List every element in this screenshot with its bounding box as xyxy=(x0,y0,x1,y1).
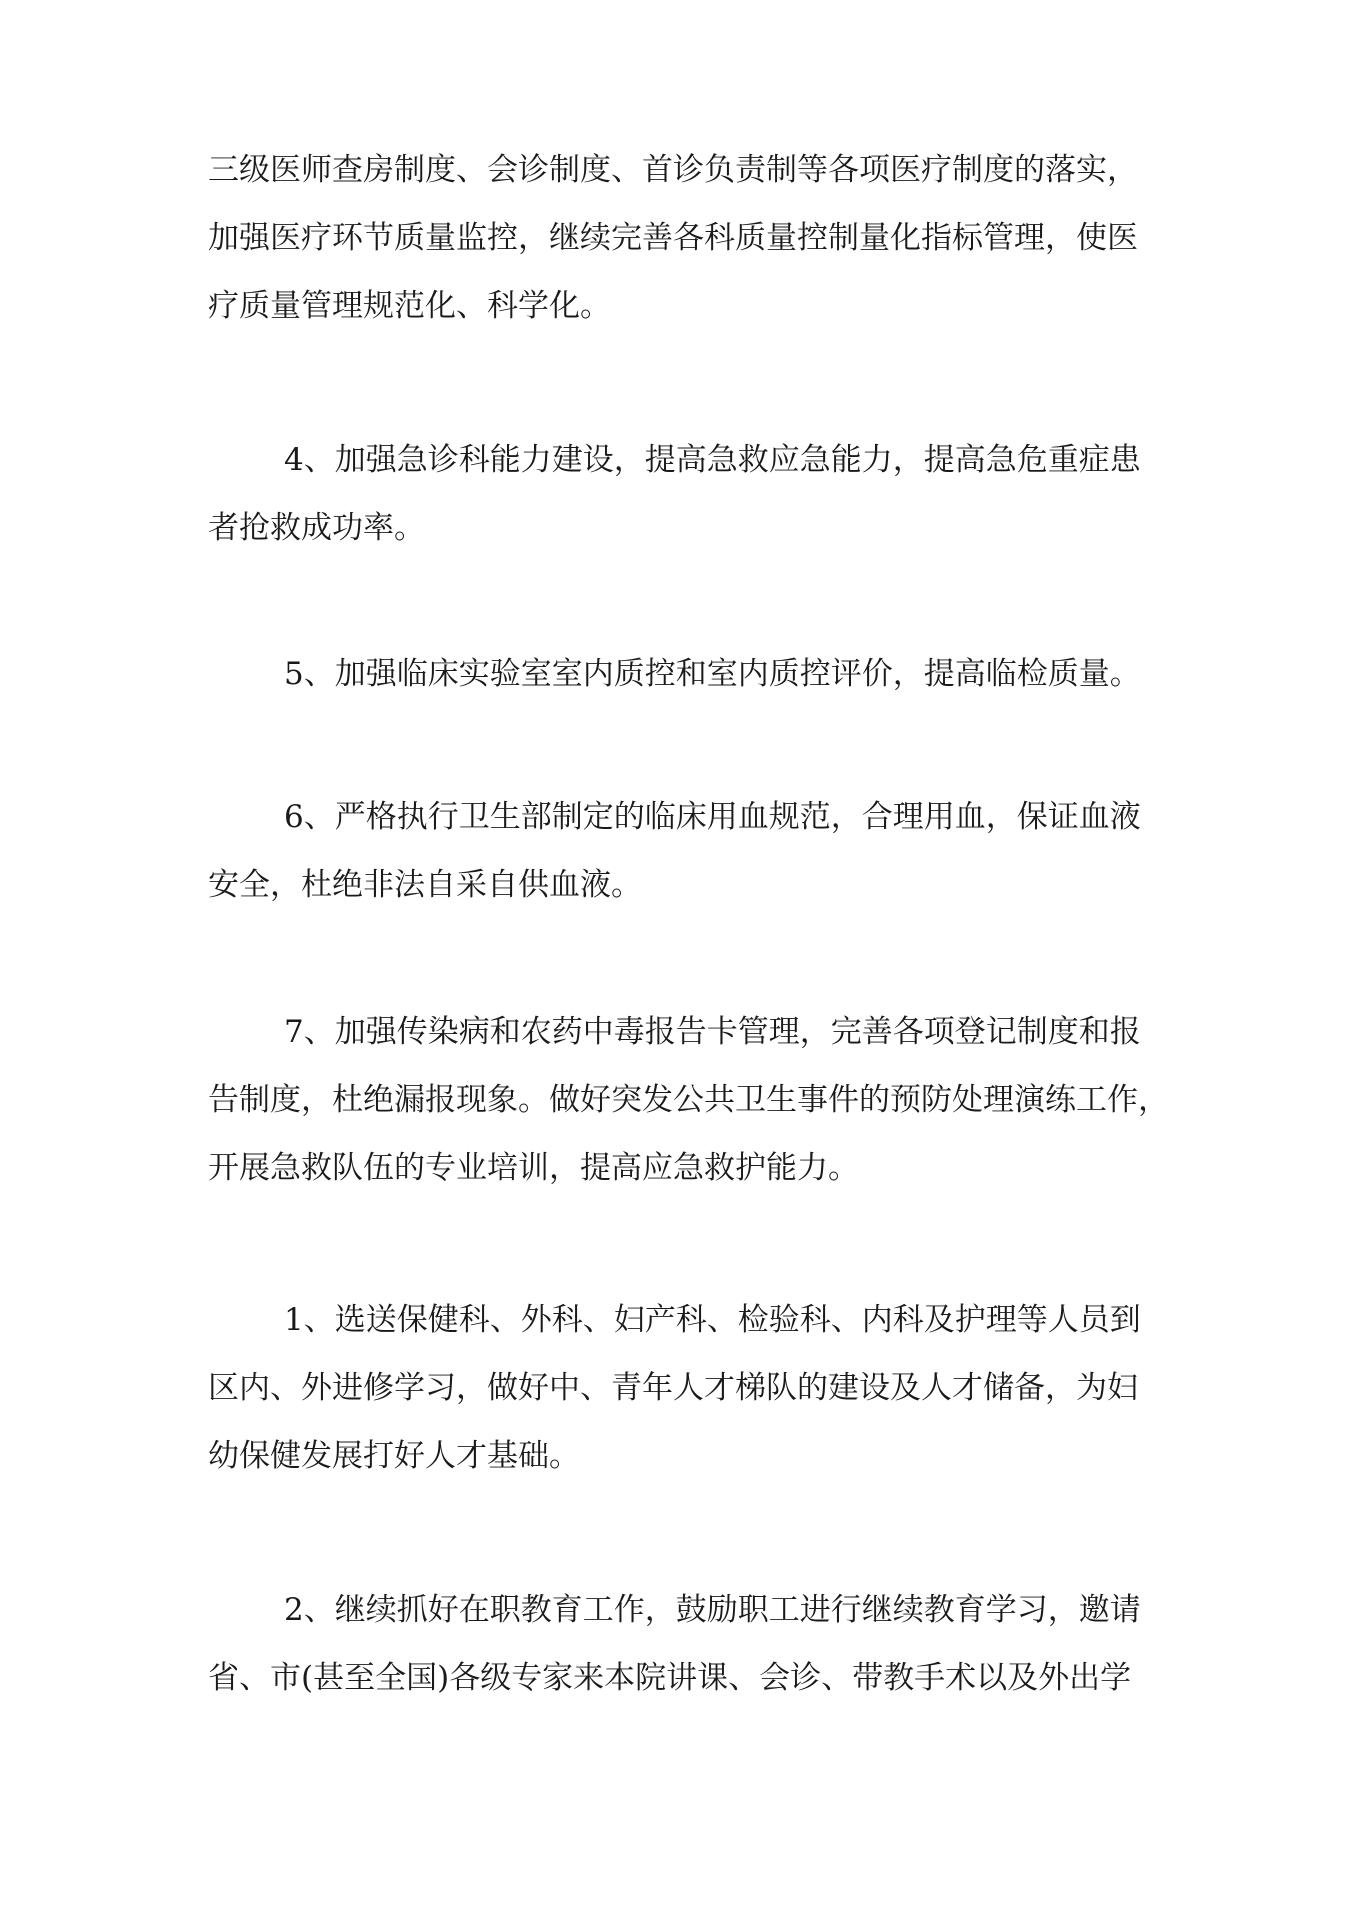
paragraph-line: 加强医疗环节质量监控，继续完善各科质量控制量化指标管理，使医 xyxy=(208,220,1138,256)
paragraph-line: 幼保健发展打好人才基础。 xyxy=(208,1438,580,1474)
paragraph-line: 者抢救成功率。 xyxy=(208,510,425,546)
paragraph-item-7 xyxy=(208,1012,1188,1188)
paragraph-line: 6、严格执行卫生部制定的临床用血规范，合理用血，保证血液 xyxy=(284,799,1141,835)
paragraph-item-2 xyxy=(208,1590,1188,1698)
paragraph-line: 5、加强临床实验室室内质控和室内质控评价，提高临检质量。 xyxy=(284,656,1141,692)
paragraph-item-1 xyxy=(208,1300,1188,1476)
paragraph-line: 疗质量管理规范化、科学化。 xyxy=(208,288,611,324)
paragraph-line: 1、选送保健科、外科、妇产科、检验科、内科及护理等人员到 xyxy=(284,1302,1141,1338)
paragraph-line: 三级医师查房制度、会诊制度、首诊负责制等各项医疗制度的落实， xyxy=(208,152,1138,188)
paragraph-item-6 xyxy=(208,797,1188,905)
paragraph-line: 区内、外进修学习，做好中、青年人才梯队的建设及人才储备，为妇 xyxy=(208,1370,1138,1406)
paragraph-line: 2、继续抓好在职教育工作，鼓励职工进行继续教育学习，邀请 xyxy=(284,1592,1141,1628)
paragraph-line: 告制度，杜绝漏报现象。做好突发公共卫生事件的预防处理演练工作， xyxy=(208,1082,1169,1118)
paragraph-item-5 xyxy=(208,654,1188,694)
paragraph-line: 7、加强传染病和农药中毒报告卡管理，完善各项登记制度和报 xyxy=(284,1014,1141,1050)
paragraph-item-4 xyxy=(208,440,1188,548)
paragraph-line: 4、加强急诊科能力建设，提高急救应急能力，提高急危重症患 xyxy=(284,442,1141,478)
paragraph-line: 省、市(甚至全国)各级专家来本院讲课、会诊、带教手术以及外出学 xyxy=(208,1660,1132,1696)
paragraph-continuation xyxy=(208,150,1188,326)
paragraph-line: 安全，杜绝非法自采自供血液。 xyxy=(208,867,642,903)
paragraph-line: 开展急救队伍的专业培训，提高应急救护能力。 xyxy=(208,1150,859,1186)
